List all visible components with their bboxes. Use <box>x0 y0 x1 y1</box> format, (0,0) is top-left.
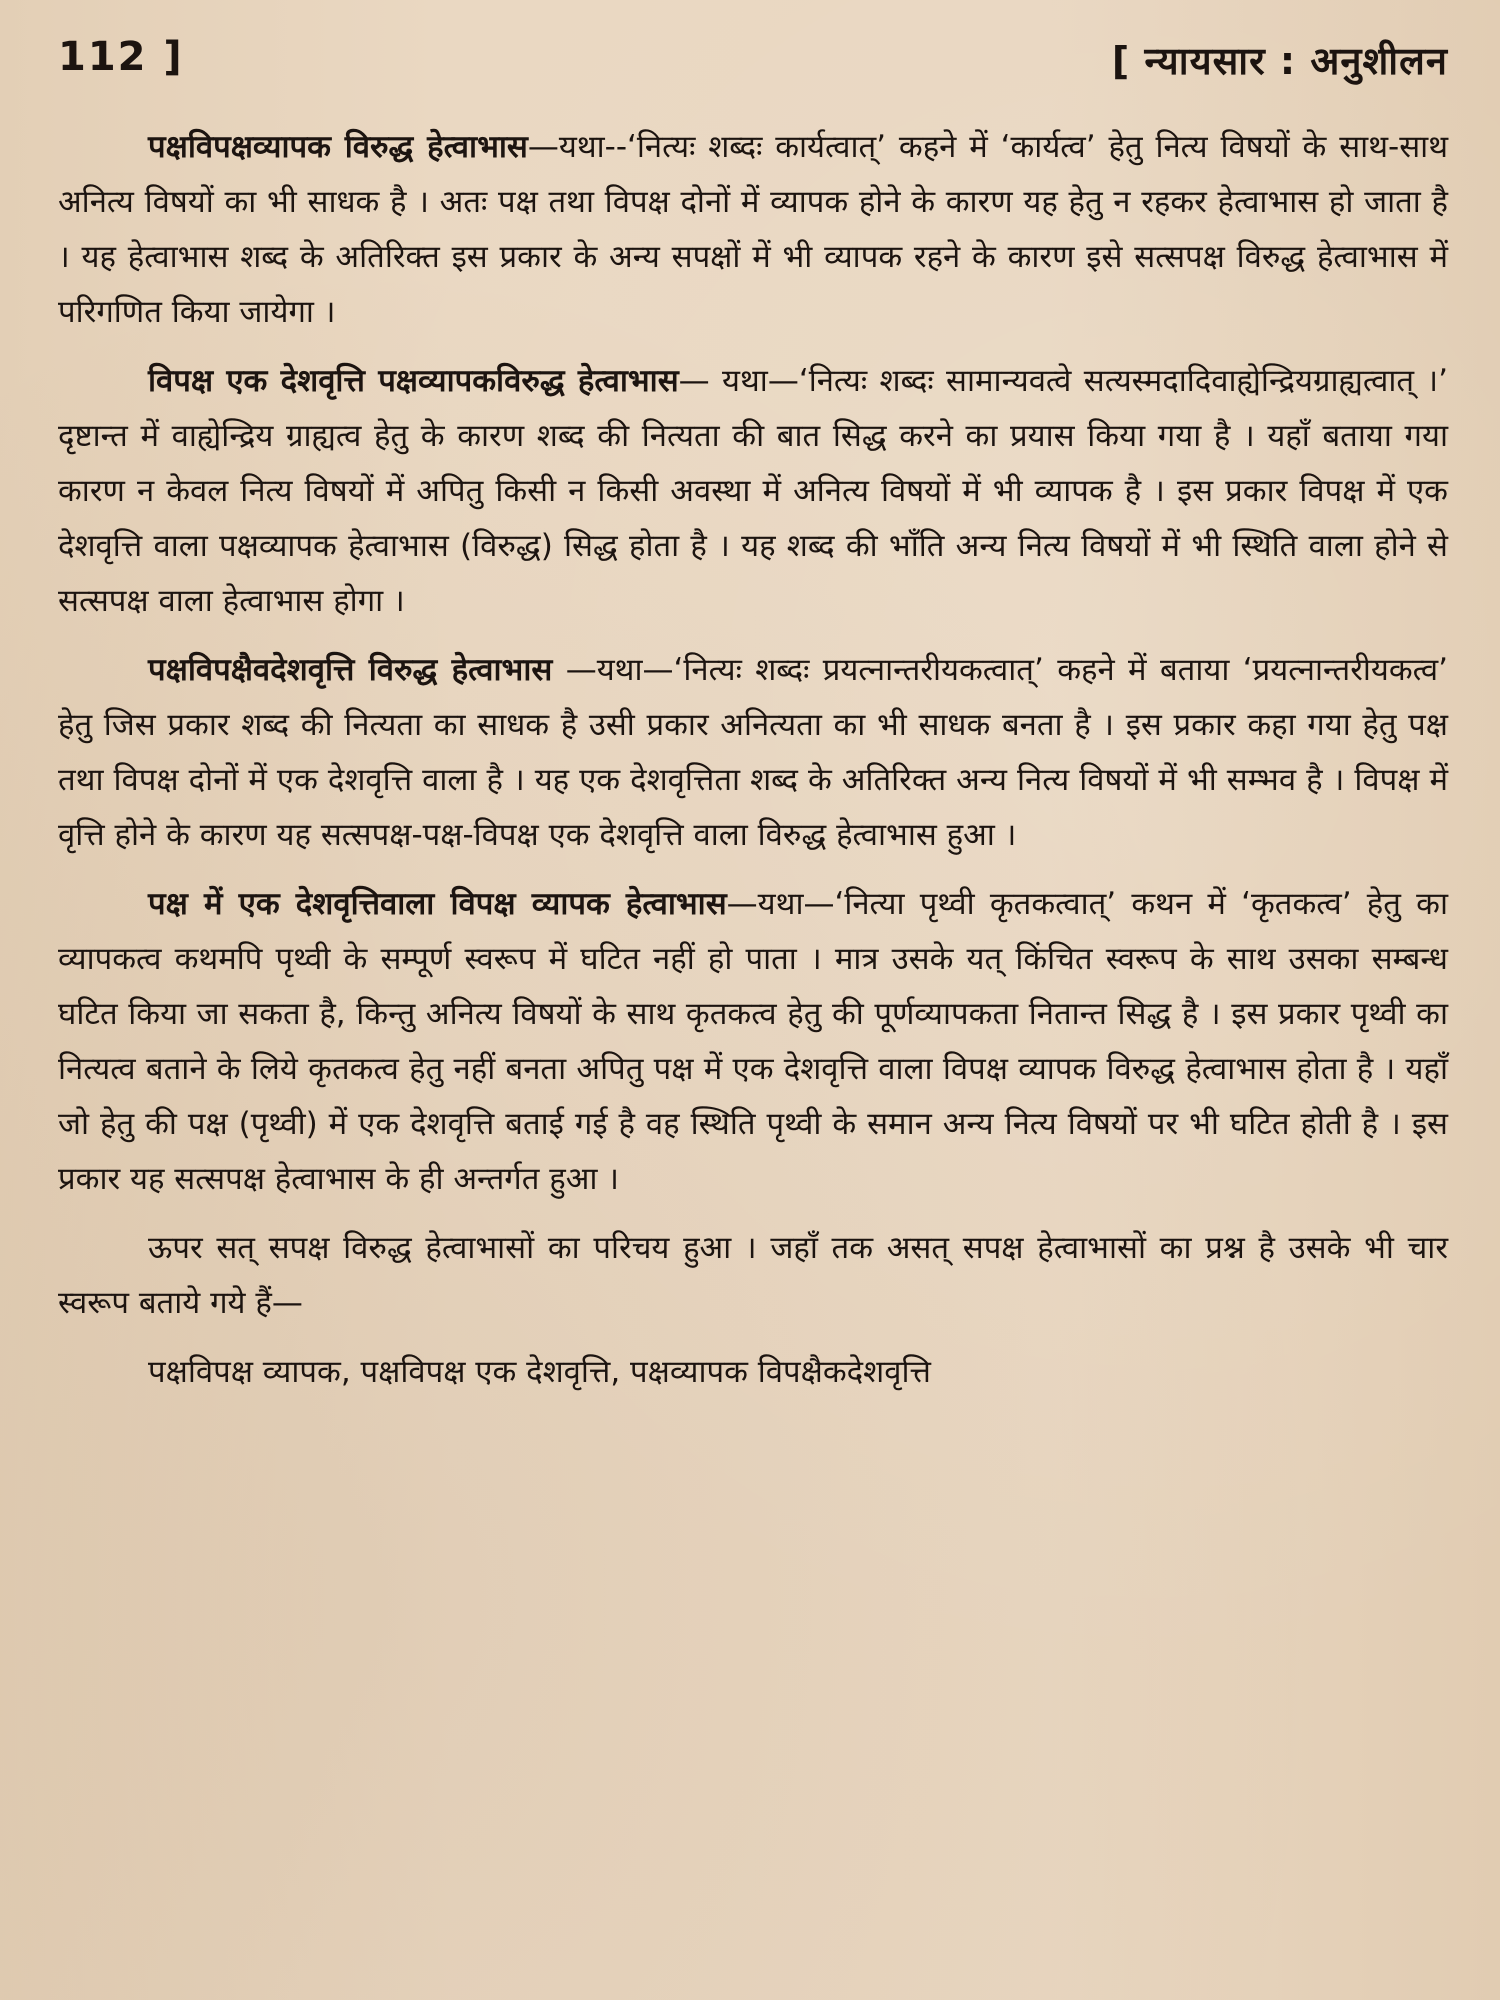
paragraph-heading: पक्षविपक्षैवदेशवृत्ति विरुद्ध हेत्वाभास <box>148 652 553 688</box>
paragraph-text: —यथा--‘नित्यः शब्दः कार्यत्वात्’ कहने में ‘कार्यत्व’ हेतु नित्य विषयों के साथ-साथ अनित्य विषयों का भी साधक है । अतः पक्ष तथा विपक्ष दोनों में व्यापक होने के कारण यह हेतु न रहकर हेत्वाभास हो जाता है । यह हेत्वाभास शब्द के अतिरिक्त इस प्रकार के अन्य सपक्षों में भी व्यापक रहने के कारण इसे सत्सपक्ष विरुद्ध हेत्वाभास में परिगणित किया जायेगा । <box>58 129 1449 330</box>
paragraph-2 <box>58 354 1448 629</box>
paragraph-heading: पक्ष में एक देशवृत्तिवाला विपक्ष व्यापक हेत्वाभास <box>148 886 727 922</box>
paragraph-text: —यथा—‘नित्यः शब्दः प्रयत्नान्तरीयकत्वात्’ कहने में बताया ‘प्रयत्नान्तरीयकत्व’ हेतु जिस प्रकार शब्द की नित्यता का साधक है उसी प्रकार अनित्यता का भी साधक बनता है । इस प्रकार कहा गया हेतु पक्ष तथा विपक्ष दोनों में एक देशवृत्ति वाला है । यह एक देशवृत्तिता शब्द के अतिरिक्त अन्य नित्य विषयों में भी सम्भव है । विपक्ष में वृत्ति होने के कारण यह सत्सपक्ष-पक्ष-विपक्ष एक देशवृत्ति वाला विरुद्ध हेत्वाभास हुआ । <box>58 652 1448 853</box>
paragraph-6 <box>58 1345 1448 1400</box>
paragraph-text: —यथा—‘नित्या पृथ्वी कृतकत्वात्’ कथन में ‘कृतकत्व’ हेतु का व्यापकत्व कथमपि पृथ्वी के सम्पूर्ण स्वरूप में घटित नहीं हो पाता । मात्र उसके यत् किंचित स्वरूप के साथ उसका सम्बन्ध घटित किया जा सकता है, किन्तु अनित्य विषयों के साथ कृतकत्व हेतु की पूर्णव्यापकता नितान्त सिद्ध है । इस प्रकार पृथ्वी का नित्यत्व बताने के लिये कृतकत्व हेतु नहीं बनता अपितु पक्ष में एक देशवृत्ति वाला विपक्ष व्यापक विरुद्ध हेत्वाभास होता है । यहाँ जो हेतु की पक्ष (पृथ्वी) में एक देशवृत्ति बताई गई है वह स्थिति पृथ्वी के समान अन्य नित्य विषयों पर भी घटित होती है । इस प्रकार यह सत्सपक्ष हेत्वाभास के ही अन्तर्गत हुआ । <box>58 886 1448 1197</box>
paragraph-text: ऊपर सत् सपक्ष विरुद्ध हेत्वाभासों का परिचय हुआ । जहाँ तक असत् सपक्ष हेत्वाभासों का प्रश्न है उसके भी चार स्वरूप बताये गये हैं— <box>58 1230 1448 1321</box>
paragraph-heading: विपक्ष एक देशवृत्ति पक्षव्यापकविरुद्ध हेत्वाभास <box>148 363 679 399</box>
paragraph-text: पक्षविपक्ष व्यापक, पक्षविपक्ष एक देशवृत्ति, पक्षव्यापक विपक्षैकदेशवृत्ति <box>148 1354 931 1390</box>
paragraph-5 <box>58 1221 1448 1331</box>
running-head: [ न्यायसार : अनुशीलन <box>1111 39 1448 83</box>
page-header <box>58 34 1448 94</box>
paragraph-4 <box>58 877 1448 1207</box>
paragraph-3 <box>58 643 1448 863</box>
paragraph-heading: पक्षविपक्षव्यापक विरुद्ध हेत्वाभास <box>148 129 528 165</box>
page-body <box>58 120 1448 1414</box>
paragraph-text: — यथा—‘नित्यः शब्दः सामान्यवत्वे सत्यस्मदादिवाह्येन्द्रियग्राह्यत्वात् ।’ दृष्टान्त में वाह्येन्द्रिय ग्राह्यत्व हेतु के कारण शब्द की नित्यता की बात सिद्ध करने का प्रयास किया गया है । यहाँ बताया गया कारण न केवल नित्य विषयों में अपितु किसी न किसी अवस्था में अनित्य विषयों में भी व्यापक है । इस प्रकार विपक्ष में एक देशवृत्ति वाला पक्षव्यापक हेत्वाभास (विरुद्ध) सिद्ध होता है । यह शब्द की भाँति अन्य नित्य विषयों में भी स्थिति वाला होने से सत्सपक्ष वाला हेत्वाभास होगा । <box>58 363 1448 619</box>
page-number: 112 ] <box>58 34 184 80</box>
paragraph-1 <box>58 120 1448 340</box>
